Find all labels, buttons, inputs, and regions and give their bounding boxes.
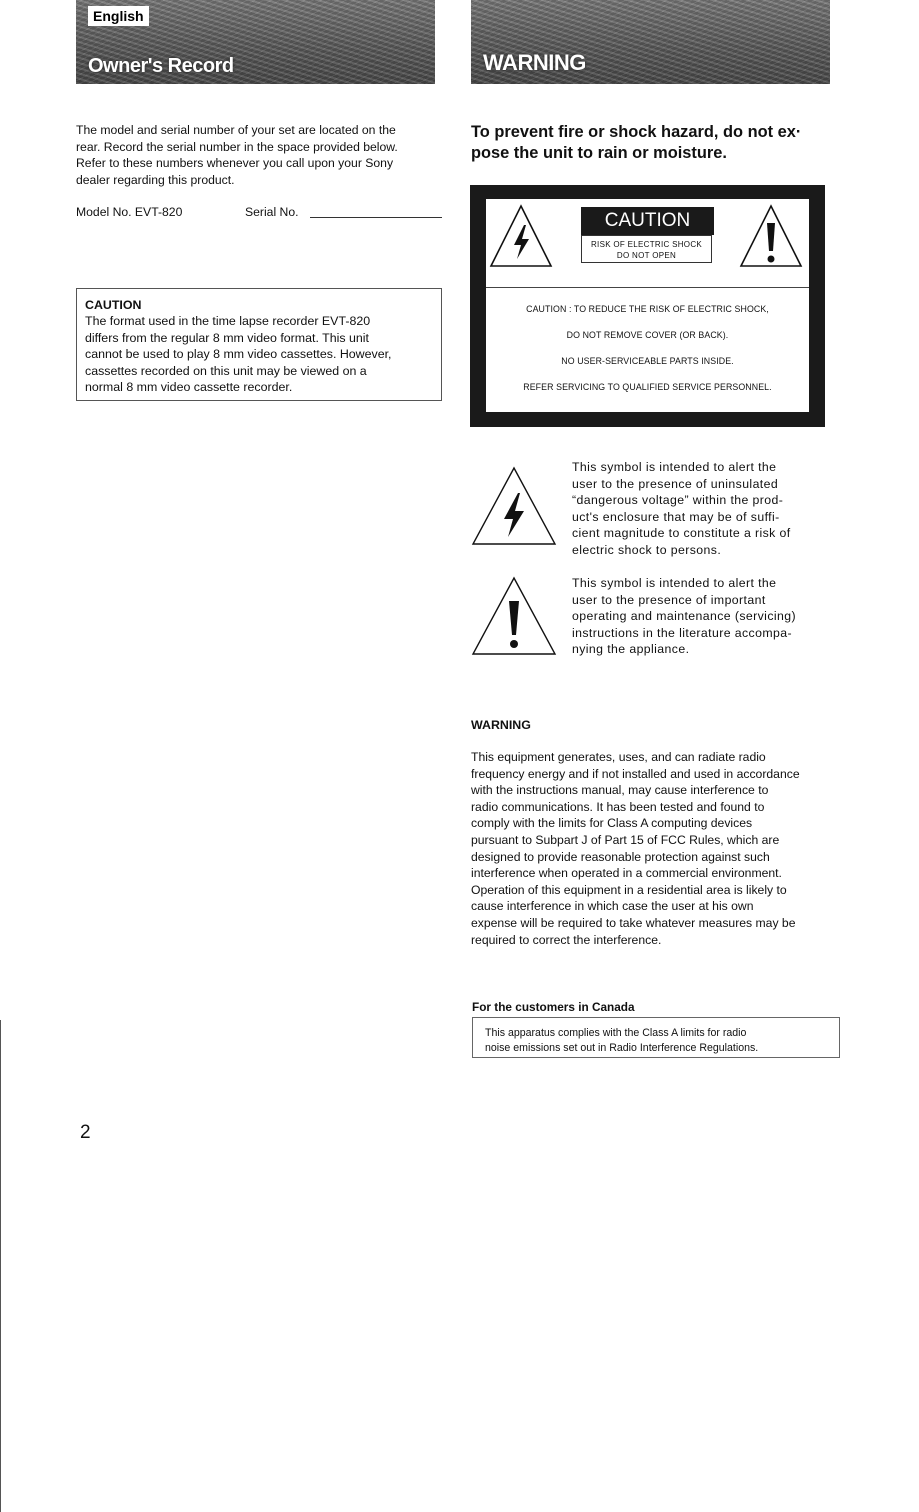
caution-word: CAUTION	[581, 207, 714, 235]
caution-line: cassettes recorded on this unit may be viewed on a	[85, 363, 367, 378]
owners-record-banner	[76, 0, 435, 84]
risk-line: RISK OF ELECTRIC SHOCK	[590, 240, 703, 249]
intro-line: rear. Record the serial number in the space provided below.	[76, 139, 398, 154]
note-line: This symbol is intended to alert the	[572, 576, 777, 590]
caution-line: normal 8 mm video cassette recorder.	[85, 380, 293, 395]
warning-title: WARNING	[483, 50, 586, 75]
fcc-line: cause interference in which case the user at his own	[471, 899, 754, 914]
model-number: Model No. EVT-820	[76, 205, 183, 219]
canada-heading: For the customers in Canada	[472, 1000, 635, 1014]
warning-banner	[471, 0, 830, 84]
canada-notice-box	[472, 1017, 840, 1058]
fcc-line: with the instructions manual, may cause interference to	[471, 783, 769, 798]
caution-label-line: DO NOT REMOVE COVER (OR BACK).	[566, 330, 729, 340]
owners-record-intro	[76, 122, 446, 188]
note-line: “dangerous voltage” within the prod-	[572, 493, 784, 507]
note-line: instructions in the literature accompa-	[572, 625, 792, 640]
do-not-open-line: DO NOT OPEN	[616, 251, 677, 260]
canada-line: noise emissions set out in Radio Interference Regulations.	[485, 1042, 759, 1054]
caution-label-line: REFER SERVICING TO QUALIFIED SERVICE PERSONNEL.	[523, 382, 772, 392]
note-line: nying the appliance.	[572, 642, 690, 656]
caution-line: differs from the regular 8 mm video format. This unit	[85, 330, 369, 345]
fcc-line: required to correct the interference.	[471, 932, 662, 947]
caution-label-bottom	[486, 287, 809, 412]
note-line: This symbol is intended to alert the	[572, 460, 777, 474]
warning-headline-line: pose the unit to rain or moisture.	[471, 144, 727, 162]
fcc-line: interference when operated in a commercial environment.	[471, 866, 782, 881]
serial-label: Serial No.	[245, 205, 299, 219]
caution-heading: CAUTION	[85, 298, 142, 312]
canada-line: This apparatus complies with the Class A limits for radio	[485, 1027, 747, 1039]
owners-record-title: Owner's Record	[88, 55, 234, 77]
intro-line: dealer regarding this product.	[76, 172, 235, 187]
fcc-line: expense will be required to take whatever measures may be	[471, 915, 796, 930]
caution-label-line: CAUTION : TO REDUCE THE RISK OF ELECTRIC SHOCK,	[526, 304, 769, 314]
fcc-line: comply with the limits for Class A computing devices	[471, 816, 753, 831]
risk-of-shock-label	[581, 235, 712, 263]
note-line: uct's enclosure that may be of suffi-	[572, 509, 780, 524]
exclamation-triangle-icon	[470, 575, 558, 657]
scan-edge-line	[0, 1020, 1, 1512]
fcc-line: pursuant to Subpart J of Part 15 of FCC Rules, which are	[471, 832, 780, 847]
page-number: 2	[80, 1122, 91, 1143]
serial-number-field[interactable]	[310, 217, 442, 218]
exclamation-triangle-icon	[738, 203, 804, 269]
note-line: electric shock to persons.	[572, 542, 722, 557]
language-badge: English	[88, 6, 149, 26]
caution-label-panel	[470, 185, 825, 427]
caution-line: cannot be used to play 8 mm video cassettes. However,	[85, 347, 392, 362]
caution-label-line: NO USER-SERVICEABLE PARTS INSIDE.	[561, 356, 734, 366]
maintenance-symbol-note	[572, 575, 823, 658]
fcc-line: Operation of this equipment in a residential area is likely to	[471, 882, 787, 897]
fire-shock-warning	[471, 122, 831, 164]
note-line: user to the presence of uninsulated	[572, 476, 779, 491]
fcc-line: radio communications. It has been tested and found to	[471, 799, 765, 814]
caution-line: The format used in the time lapse recorder EVT-820	[85, 314, 371, 329]
fcc-line: frequency energy and if not installed and used in accordance	[471, 766, 800, 781]
voltage-symbol-note	[572, 459, 823, 558]
lightning-triangle-icon	[470, 465, 558, 547]
fcc-warning-heading: WARNING	[471, 718, 531, 732]
intro-line: The model and serial number of your set are located on the	[76, 123, 396, 137]
note-line: cient magnitude to constitute a risk of	[572, 526, 791, 540]
fcc-line: This equipment generates, uses, and can radiate radio	[471, 750, 766, 764]
fcc-warning-text	[471, 749, 851, 948]
intro-line: Refer to these numbers whenever you call upon your Sony	[76, 156, 394, 171]
format-caution-box	[76, 288, 442, 401]
warning-headline-line: To prevent fire or shock hazard, do not ex·	[471, 123, 802, 141]
note-line: user to the presence of important	[572, 592, 766, 607]
lightning-triangle-icon	[488, 203, 554, 269]
caution-label-top	[486, 199, 809, 287]
fcc-line: designed to provide reasonable protection against such	[471, 849, 770, 864]
note-line: operating and maintenance (servicing)	[572, 609, 796, 623]
